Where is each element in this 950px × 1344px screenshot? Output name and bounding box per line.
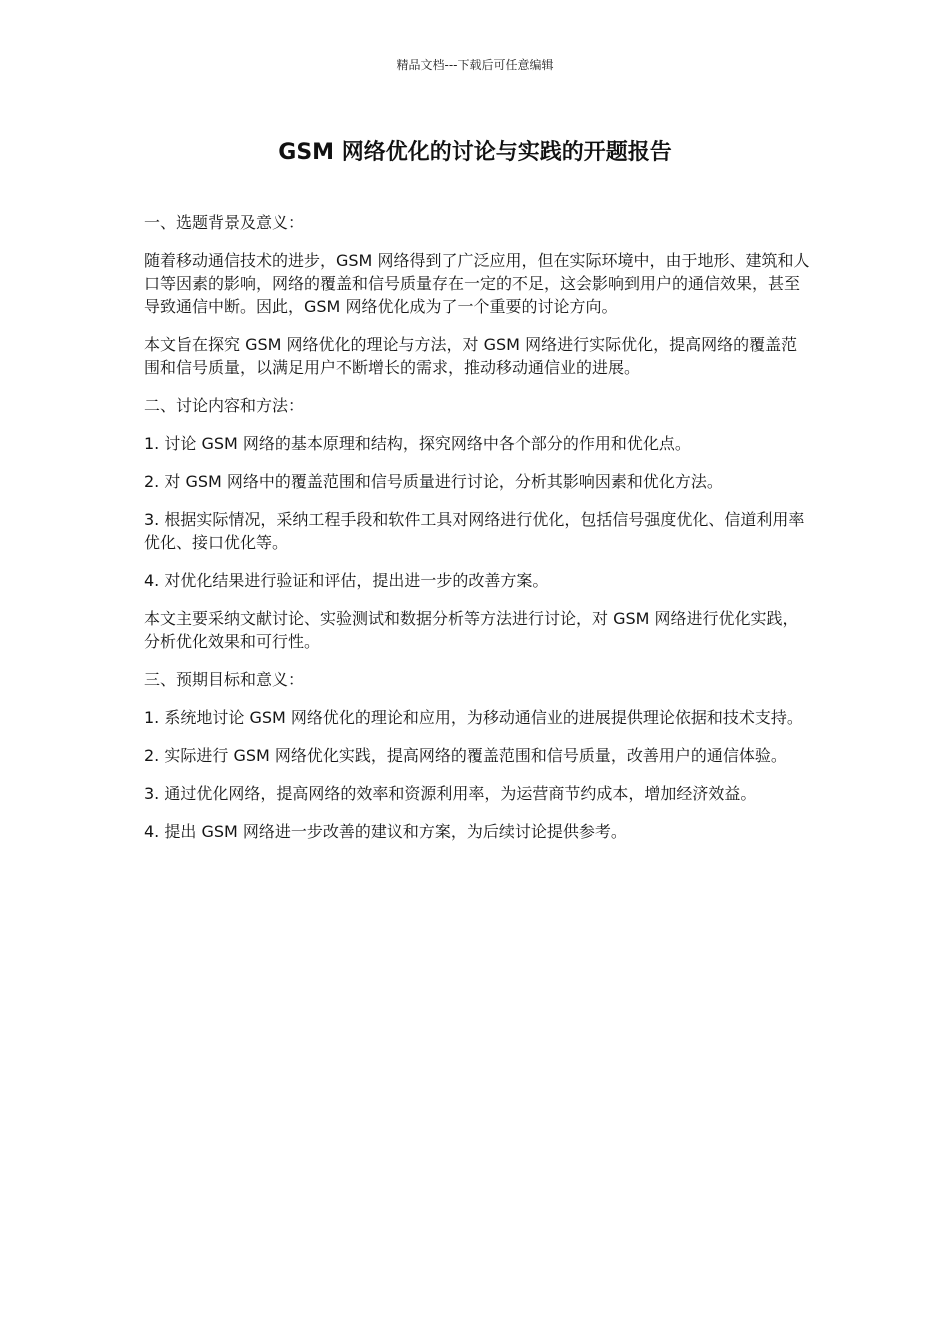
section-heading-content-methods: 二、讨论内容和方法： <box>144 396 305 415</box>
list-item-goal-3: 3. 通过优化网络，提高网络的效率和资源利用率，为运营商节约成本，增加经济效益。 <box>144 784 757 803</box>
list-item-content-2: 2. 对 GSM 网络中的覆盖范围和信号质量进行讨论，分析其影响因素和优化方法。 <box>144 472 723 491</box>
list-item-content-3: 3. 根据实际情况，采纳工程手段和软件工具对网络进行优化，包括信号强度优化、信道利用率优化、接口优化等。 <box>144 510 805 552</box>
paragraph-methods: 本文主要采纳文献讨论、实验测试和数据分析等方法进行讨论，对 GSM 网络进行优化实践，分析优化效果和可行性。 <box>144 609 799 651</box>
section-heading-goals: 三、预期目标和意义： <box>144 670 305 689</box>
document-title: GSM 网络优化的讨论与实践的开题报告 <box>278 140 672 165</box>
paragraph-purpose: 本文旨在探究 GSM 网络优化的理论与方法，对 GSM 网络进行实际优化，提高网络的覆盖范围和信号质量，以满足用户不断增长的需求，推动移动通信业的进展。 <box>144 335 798 377</box>
list-item-goal-4: 4. 提出 GSM 网络进一步改善的建议和方案，为后续讨论提供参考。 <box>144 822 627 841</box>
section-heading-background: 一、选题背景及意义： <box>144 213 305 232</box>
paragraph-background: 随着移动通信技术的进步，GSM 网络得到了广泛应用，但在实际环境中，由于地形、建筑和人口等因素的影响，网络的覆盖和信号质量存在一定的不足，这会影响到用户的通信效果，甚至导致通信中断。因此，GSM 网络优化成为了一个重要的讨论方向。 <box>144 251 810 316</box>
list-item-goal-1: 1. 系统地讨论 GSM 网络优化的理论和应用，为移动通信业的进展提供理论依据和技术支持。 <box>144 708 803 727</box>
list-item-content-1: 1. 讨论 GSM 网络的基本原理和结构，探究网络中各个部分的作用和优化点。 <box>144 434 691 453</box>
list-item-goal-2: 2. 实际进行 GSM 网络优化实践，提高网络的覆盖范围和信号质量，改善用户的通信体验。 <box>144 746 787 765</box>
page-header: 精品文档---下载后可任意编辑 <box>396 58 554 72</box>
list-item-content-4: 4. 对优化结果进行验证和评估，提出进一步的改善方案。 <box>144 571 549 590</box>
document-body <box>144 211 812 858</box>
